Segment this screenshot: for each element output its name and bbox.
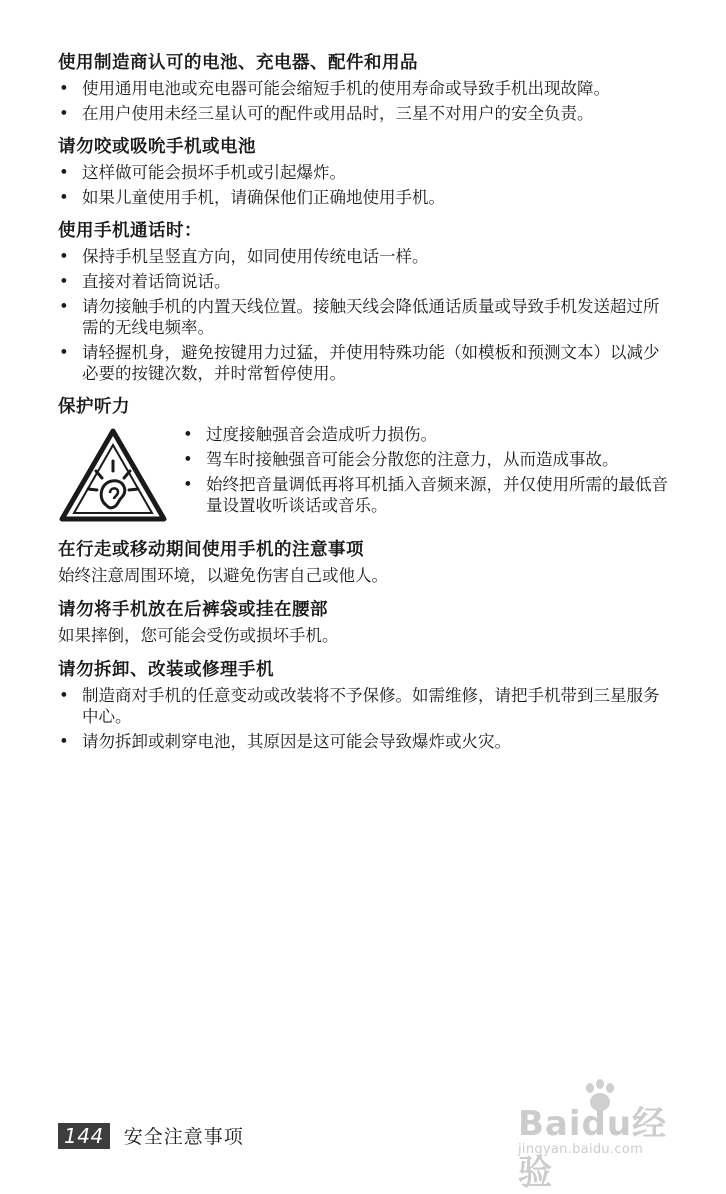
document-page [58,50,668,762]
list-item: • 这样做可能会损坏手机或引起爆炸。 [58,162,668,183]
list-item: • 请勿接触手机的内置天线位置。接触天线会降低通话质量或导致手机发送超过所需的无线电频率。 [58,296,668,338]
list-item: • 驾车时接触强音可能会分散您的注意力，从而造成事故。 [182,449,668,470]
section-heading: 请勿拆卸、改装或修理手机 [58,660,274,680]
section-protect-hearing [58,394,668,527]
section-approved-accessories [58,50,668,124]
section-heading: 在行走或移动期间使用手机的注意事项 [58,540,364,560]
section-heading: 请勿咬或吸吮手机或电池 [58,137,256,157]
list-item: • 在用户使用未经三星认可的配件或用品时，三星不对用户的安全负责。 [58,103,668,124]
list-item: • 过度接触强音会造成听力损伤。 [182,424,668,445]
section-heading: 保护听力 [58,397,130,417]
watermark-url: jingyan.baidu.com [518,1142,644,1157]
section-text: 始终注意周围环境，以避免伤害自己或他人。 [58,566,388,585]
section-heading: 使用制造商认可的电池、充电器、配件和用品 [58,53,418,73]
page-footer [58,1122,244,1149]
list-item: • 请轻握机身，避免按键用力过猛，并使用特殊功能（如模板和预测文本）以减少必要的按键次数，并时常暂停使用。 [58,342,668,384]
section-heading: 使用手机通话时： [58,221,202,241]
section-text: 如果摔倒，您可能会受伤或损坏手机。 [58,626,339,645]
bullet-list [58,162,668,208]
page-number: 144 [58,1123,110,1149]
section-heading: 请勿将手机放在后裤袋或挂在腰部 [58,600,328,620]
section-during-calls [58,218,668,384]
bullet-list [58,685,668,752]
list-item: • 使用通用电池或充电器可能会缩短手机的使用寿命或导致手机出现故障。 [58,78,668,99]
list-item: • 如果儿童使用手机，请确保他们正确地使用手机。 [58,187,668,208]
hearing-warning-icon [58,427,168,523]
list-item: • 保持手机呈竖直方向，如同使用传统电话一样。 [58,246,668,267]
list-item: • 始终把音量调低再将耳机插入音频来源，并仅使用所需的最低音量设置收听谈话或音乐。 [182,474,668,516]
list-item: • 制造商对手机的任意变动或改装将不予保修。如需维修，请把手机带到三星服务中心。 [58,685,668,727]
baidu-watermark [512,1080,682,1193]
bullet-list [58,246,668,384]
section-do-not-disassemble [58,657,668,752]
section-do-not-bite [58,134,668,208]
bullet-list [58,78,668,124]
section-while-moving [58,537,668,587]
footer-title: 安全注意事项 [123,1126,244,1148]
list-item: • 请勿拆卸或刺穿电池，其原因是这可能会导致爆炸或火灾。 [58,731,668,752]
bullet-list [182,424,668,516]
list-item: • 直接对着话筒说话。 [58,271,668,292]
section-back-pocket [58,597,668,647]
watermark-brand: Baidu经验 [518,1104,668,1193]
